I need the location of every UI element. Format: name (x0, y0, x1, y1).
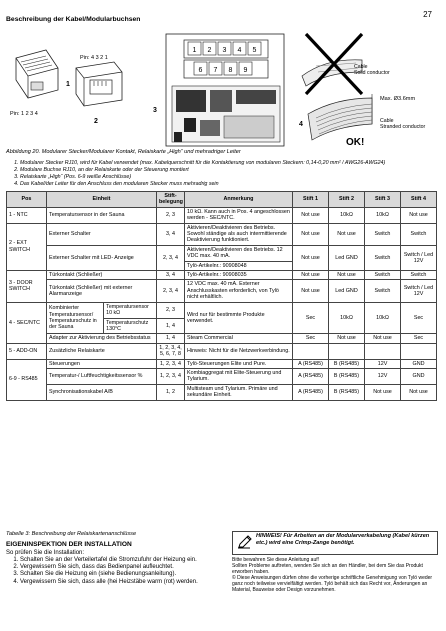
cell-note: 12 VDC max. 40 mA. Externer Anschlusskasten erforderlich, von Tylö nicht erhältlich. (185, 280, 293, 302)
cell-unit: Steuerungen (47, 359, 157, 368)
inspection-step: 4. Vergewissern Sie sich, dass alle (hei Heizstäbe warm (rot) werden. (20, 579, 235, 586)
table-row (7, 384, 437, 400)
cell-pos: 5 - ADD-ON (7, 343, 47, 359)
cell-pin4: Switch (401, 223, 437, 245)
cell-pin2: Led GND (329, 245, 365, 270)
note-item: 2. Modulare Buchse RJ10, an der Relaiskarte oder der Steuerung montiert (20, 167, 440, 174)
cell-unit: Adapter zur Aktivierung des Betriebsstatus (47, 334, 157, 343)
cell-pin1: Not use (293, 207, 329, 223)
cell-pins: 2, 3, 4 (157, 245, 185, 270)
cell-pin2: Not use (329, 271, 365, 280)
cell-unit: Externer Schalter mit LED- Anzeige (47, 245, 157, 270)
combined-sensor-label: Kombinierter Temperatursensor/ Temperaturschutz in der Sauna (47, 303, 104, 334)
cell-pins: 1, 2, 3, 4 (157, 368, 185, 384)
cell-unit: Türkontakt (Schließer) mit externer Alarmanzeige (47, 280, 157, 302)
page-number: 27 (423, 10, 432, 19)
connector-label: 1 (192, 47, 197, 54)
solid-conductor-label: Solid conductor (354, 70, 390, 76)
modular-plug-drawing (16, 50, 58, 98)
table-row (7, 334, 437, 343)
cell-pins: 1, 4 (157, 318, 185, 334)
inspection-steps (6, 557, 235, 586)
connector-label: 6 (198, 67, 203, 74)
hint-text: HINWEIS! Für Arbeiten an der Modularverkabelung (Kabel kürzen etc.) wird eine Crimp-Zange benötigt. (256, 533, 430, 546)
cell-pins: 1, 2, 3, 4, 5, 6, 7, 8 (157, 343, 185, 359)
connector-figure (6, 28, 432, 148)
header-note: Anmerkung (185, 192, 293, 208)
cell-pin2: B (RS485) (329, 384, 365, 400)
cell-note: Tylö-Steuerungen Elite und Pure. (185, 359, 293, 368)
inspection-step: 3. Schalten Sie die Heizung ein (siehe Bedienungsanleitung). (20, 571, 235, 578)
cell-pin1: A (RS485) (293, 384, 329, 400)
connector-label: 7 (213, 67, 218, 74)
cell-pin4: Not use (401, 207, 437, 223)
cell-unit: Synchronisationskabel A/B (47, 384, 157, 400)
cell-pin1: A (RS485) (293, 359, 329, 368)
cell-pin2: B (RS485) (329, 359, 365, 368)
pencil-icon (237, 535, 252, 554)
bottom-note (232, 557, 436, 594)
ok-label: OK! (346, 137, 365, 148)
cell-pin2: B (RS485) (329, 368, 365, 384)
cell-pin3: Switch (365, 271, 401, 280)
cell-pin3: Switch (365, 245, 401, 270)
table-row (7, 359, 437, 368)
figure-num-3: 3 (153, 107, 157, 114)
copyright-text: © Diese Anweisungen dürfen ohne die vorherige schriftliche Genehmigung von Tylö weder ganz noch teilweise vervielfältigt werden. Tylö behält sich das Recht vor, Änderungen an Material, Bauweise oder Design vorzunehmen. (232, 575, 433, 594)
cell-note: 10 kΩ. Kann auch in Pos. 4 angeschlossen werden - SEC/NTC. (185, 207, 293, 223)
inspection-intro: So prüfen Sie die Installation: (6, 550, 85, 556)
cell-unit (47, 302, 157, 334)
cell-pins: 3, 4 (157, 271, 185, 280)
header-unit: Einheit (47, 192, 157, 208)
cell-pin3: Not use (365, 334, 401, 343)
note-item: 1. Modularer Stecker RJ10, wird für Kabel verwendet (max. Kabelquerschnitt für die Kontaktierung von modularen Steckern: 0,14-0,20 mm² / AWG26-AWG24) (20, 160, 440, 167)
table-row (7, 207, 437, 223)
cell-note: Multisteam und Tylarium. Primäre und sekundäre Einheit. (185, 384, 293, 400)
connector-label: 8 (228, 67, 233, 74)
stranded-conductor-drawing (308, 98, 372, 140)
cell-pos: 3 - DOOR SWITCH (7, 271, 47, 303)
cell-pin1: Not use (293, 271, 329, 280)
cell-unit: Temperatursensor in der Sauna (47, 207, 157, 223)
cell-pin2: Led GND (329, 280, 365, 302)
cell-pins: 2, 3 (157, 207, 185, 223)
cell-pin1: Not use (293, 245, 329, 270)
cell-pin3 (365, 343, 401, 359)
table-row (7, 245, 437, 261)
cell-pin4 (401, 343, 437, 359)
cell-pins: 2, 3, 4 (157, 280, 185, 302)
figure-num-1: 1 (66, 81, 70, 88)
cell-pin3: 12V (365, 359, 401, 368)
table-row (7, 368, 437, 384)
cell-note: Tylö-Artikelnr.: 90908048 (185, 261, 293, 270)
connector-illustration (6, 28, 432, 148)
sub-sensor-label: Temperatursensor 10 kΩ (104, 303, 156, 318)
cell-pin3: Not use (365, 384, 401, 400)
sub-protection-label: Temperaturschutz 130°C (106, 319, 149, 332)
cell-pin3: 10kΩ (365, 302, 401, 334)
cell-pin4: Not use (401, 384, 437, 400)
connector-label: 3 (222, 47, 227, 54)
figure-notes-list (6, 160, 440, 188)
cell-pin4: Sec (401, 302, 437, 334)
cell-pin1: Sec (293, 302, 329, 334)
cell-pin1 (293, 343, 329, 359)
solid-cable-label: Cable (354, 64, 368, 70)
cell-pos: 4 - SEC/NTC (7, 302, 47, 343)
table-row (7, 280, 437, 302)
cell-unit: Zusätzliche Relaiskarte (47, 343, 157, 359)
header-pin4: Stift 4 (401, 192, 437, 208)
cell-unit: Türkontakt (Schließer) (47, 271, 157, 280)
connector-label: 9 (243, 67, 248, 74)
cell-pos: 2 - EXT SWITCH (7, 223, 47, 270)
cell-pin4: Switch (401, 271, 437, 280)
inspection-step: 2. Vergewissern Sie sich, dass das Bedienpanel aufleuchtet. (20, 564, 235, 571)
cell-pins: 3, 4 (157, 223, 185, 245)
note-item: 4. Das Kabel/der Leiter für den Anschluss den modularen Stecker muss mehradrig sein (20, 181, 440, 188)
cell-pin2: 10kΩ (329, 207, 365, 223)
header-pin1: Stift 1 (293, 192, 329, 208)
connector-label: 2 (207, 47, 212, 54)
cell-pin1: Not use (293, 280, 329, 302)
cell-pins: 1, 2, 3, 4 (157, 359, 185, 368)
cell-pin1: Sec (293, 334, 329, 343)
header-pin2: Stift 2 (329, 192, 365, 208)
cell-pin3: Switch (365, 223, 401, 245)
header-pos: Pos (7, 192, 47, 208)
cell-note: Kombiaggregat mit Elite-Steuerung und Tylarium. (185, 368, 293, 384)
cell-pins: 1, 2 (157, 384, 185, 400)
header-pin3: Stift 3 (365, 192, 401, 208)
cell-pin4: Switch / Led 12V (401, 245, 437, 270)
cell-unit: Temperatur-/ Luftfeuchtigkeitssensor % (47, 368, 157, 384)
dealer-contact-text: Sollten Probleme auftreten, wenden Sie sich an den Händler, bei dem Sie das Produkt erworben haben. (232, 563, 423, 576)
cell-pos: 6-9 - RS485 (7, 359, 47, 400)
table-header-row (7, 192, 437, 208)
figure-num-4: 4 (299, 121, 303, 128)
table-row (7, 343, 437, 359)
inspection-title: EIGENINSPEKTION DER INSTALLATION (6, 541, 132, 548)
cell-pin4: Sec (401, 334, 437, 343)
cell-pins: 2, 3 (157, 302, 185, 318)
cell-pin2: Not use (329, 334, 365, 343)
cell-pin4: Switch / Led 12V (401, 280, 437, 302)
solid-conductor-drawing (302, 34, 362, 94)
connector-label: 4 (237, 47, 242, 54)
stranded-conductor-label: Stranded conductor (380, 124, 426, 130)
figure-num-2: 2 (94, 118, 98, 125)
cell-pin4: GND (401, 359, 437, 368)
cell-pin1: A (RS485) (293, 368, 329, 384)
stranded-cable-label: Cable (380, 118, 394, 124)
table-row (7, 302, 437, 318)
max-diameter-label: Max. Ø3.6mm (380, 96, 416, 102)
table-row (7, 223, 437, 245)
keep-instructions-text: Bitte bewahren Sie diese Anleitung auf! (232, 557, 320, 563)
cell-note: Wird nur für bestimmte Produkte verwendet. (185, 302, 293, 334)
relay-connection-table (6, 191, 437, 401)
table-row (7, 271, 437, 280)
cell-note: Tylö-Artikelnr.: 90908035 (185, 271, 293, 280)
cell-pos: 1 - NTC (7, 207, 47, 223)
cell-pin3: 12V (365, 368, 401, 384)
figure-caption: Abbildung 20. Modularer Stecker/Modularer Kontakt, Relaiskarte „High“ und mehradriger Leiter (6, 149, 241, 155)
section-title: Beschreibung der Kabel/Modularbuchsen (6, 16, 141, 23)
inspection-step: 1. Schalten Sie an der Verteilertafel die Stromzufuhr der Heizung ein. (20, 557, 235, 564)
cell-note: Aktivieren/Deaktivieren des Betriebs. Sowohl ständige als auch intermittierende Deaktivierung funktioniert. (185, 223, 293, 245)
cell-pins: 1, 4 (157, 334, 185, 343)
table-caption: Tabelle 3: Beschreibung der Relaiskartenanschlüsse (6, 531, 137, 537)
cell-unit: Externer Schalter (47, 223, 157, 245)
cell-pin3: 10kΩ (365, 207, 401, 223)
connector-label: 5 (252, 47, 257, 54)
cell-pin2 (329, 343, 365, 359)
modular-jack-drawing (76, 62, 122, 106)
cell-pin2: Not use (329, 223, 365, 245)
pin-top-label: Pin: 4 3 2 1 (80, 55, 108, 61)
header-pins: Stift-belegung (157, 192, 185, 208)
cell-pin2: 10kΩ (329, 302, 365, 334)
cell-pin3: Switch (365, 280, 401, 302)
cell-pin1: Not use (293, 223, 329, 245)
cell-note: Hinweis: Nicht für die Netzwerkverbindung. (185, 343, 293, 359)
cell-note: Aktivieren/Deaktivieren des Betriebs. 12 VDC max. 40 mA. (185, 245, 293, 261)
cell-pin4: GND (401, 368, 437, 384)
pin-bottom-label: Pin: 1 2 3 4 (10, 111, 38, 117)
note-item: 3. Relaiskarte „High“ (Pos. 6-9 weiße Anschlüsse) (20, 174, 440, 181)
cell-note: Steam Commercial (185, 334, 293, 343)
